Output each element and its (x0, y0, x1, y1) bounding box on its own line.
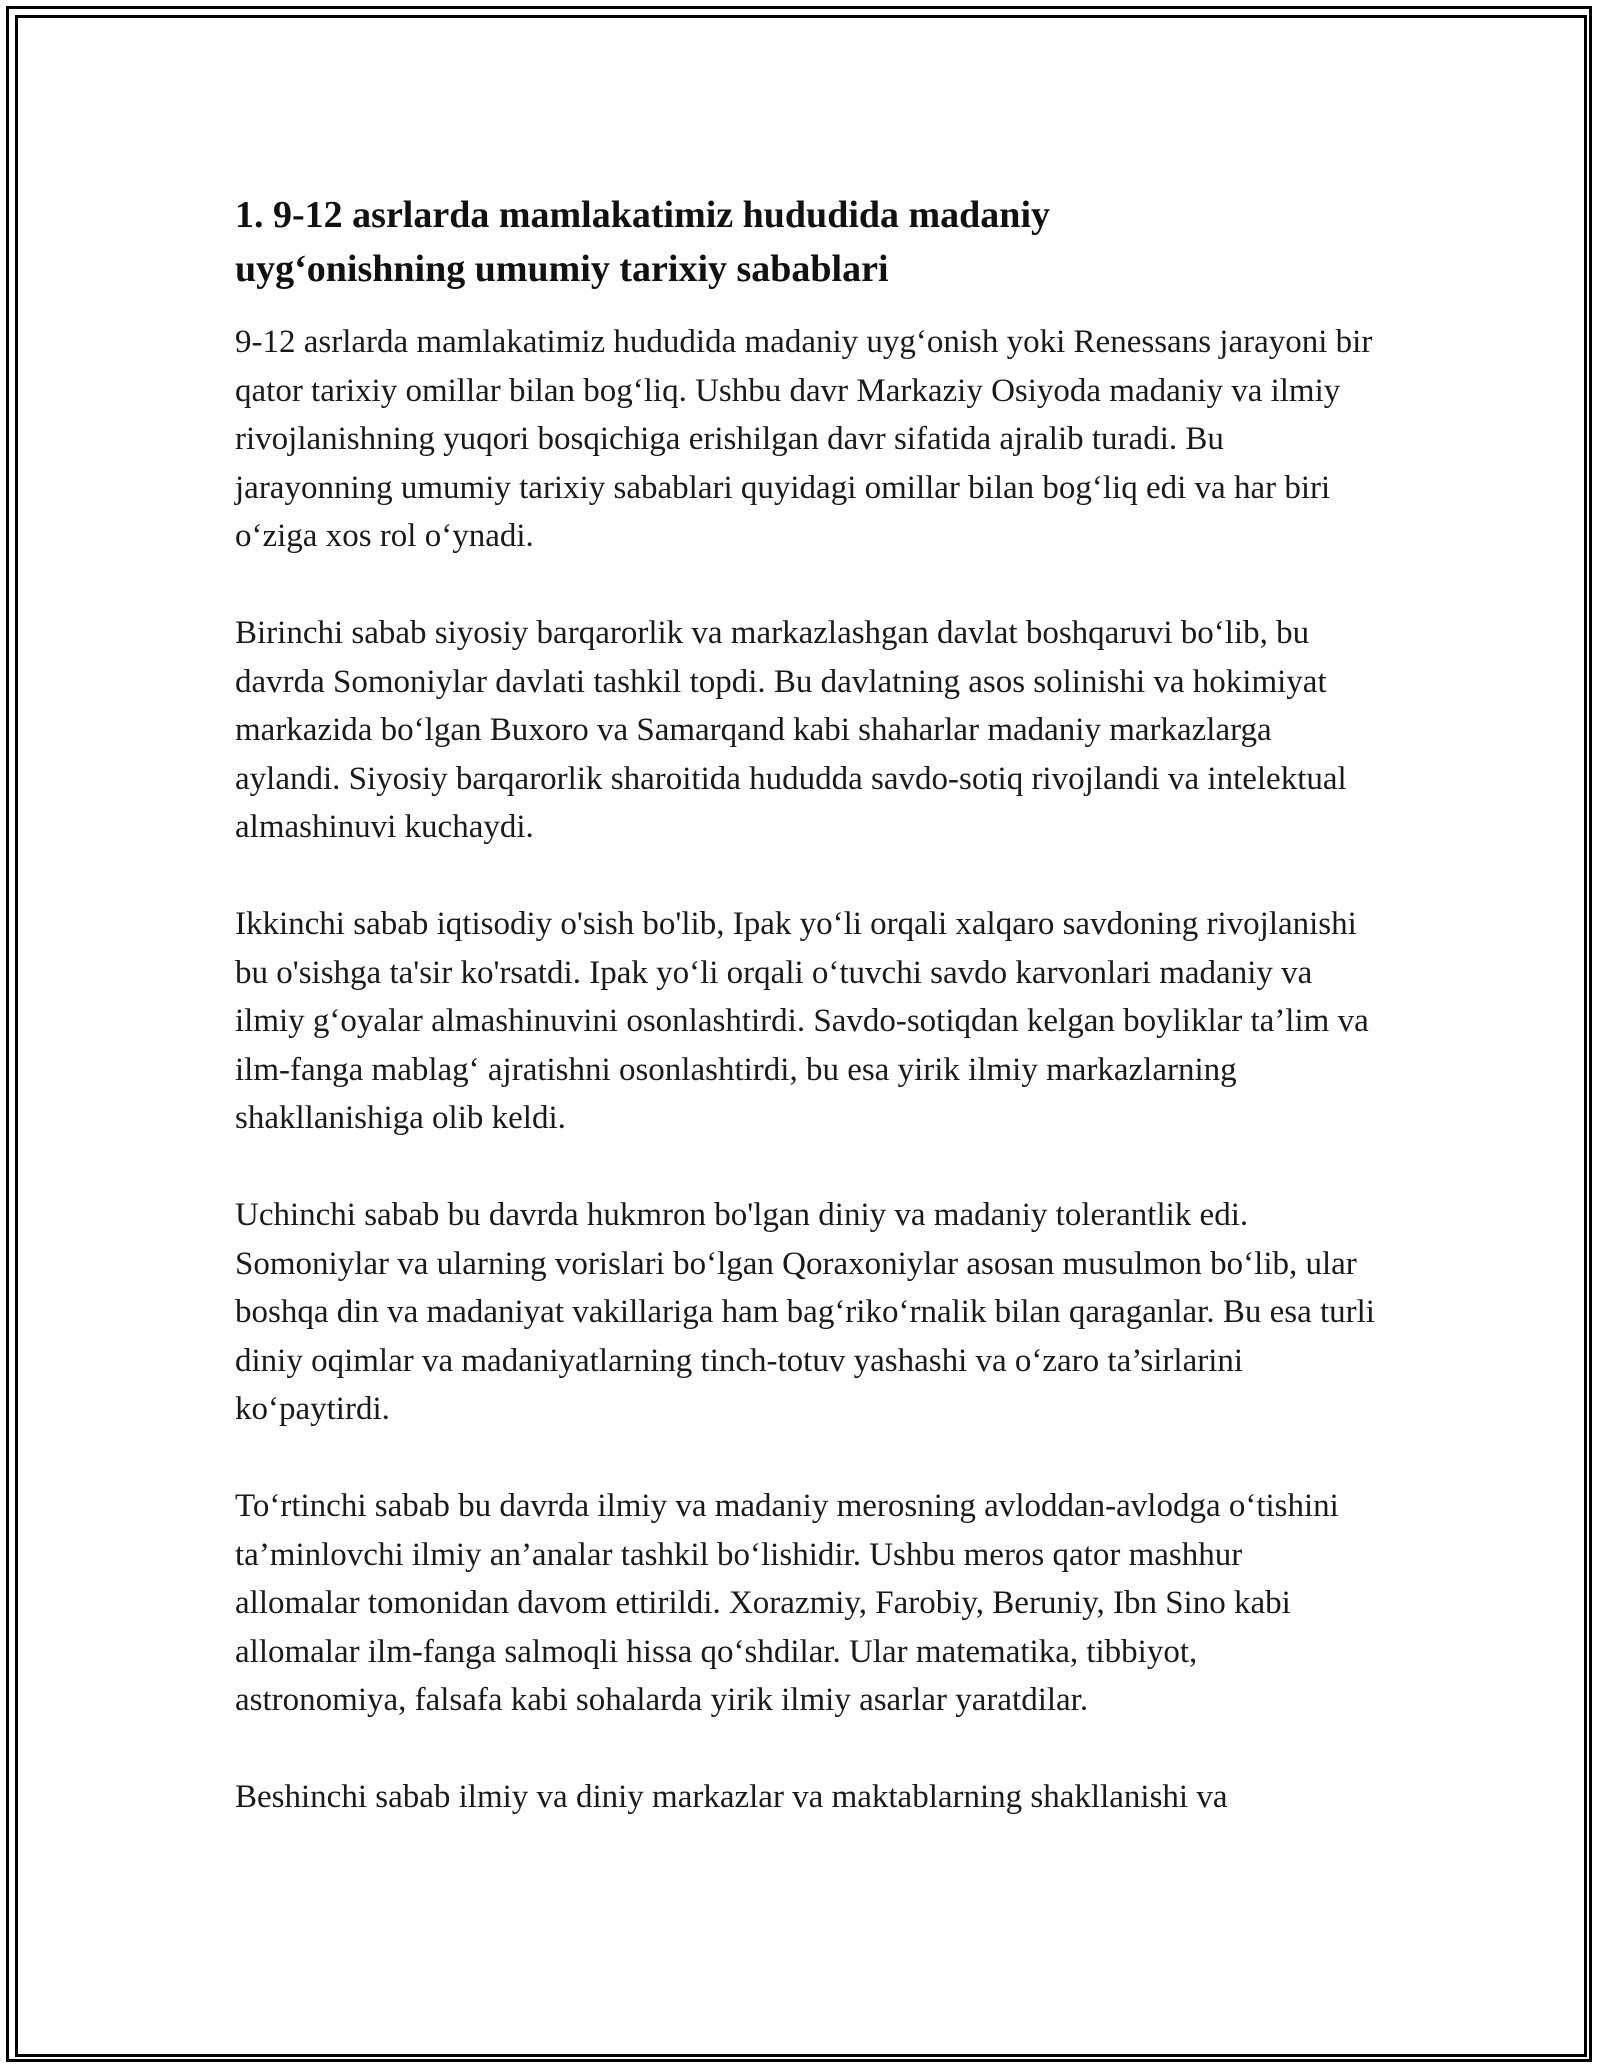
paragraph-first-reason: Birinchi sabab siyosiy barqarorlik va markazlashgan davlat boshqaruvi bo‘lib, bu davrda Somoniylar davlati tashkil topdi. Bu davlatning asos solinishi va hokimiyat markazida bo‘lgan Buxoro va Samarqand kabi shaharlar madaniy markazlarga aylandi. Siyosiy barqarorlik sharoitida hududda savdo-sotiq rivojlandi va intelektual almashinuvi kuchaydi. (235, 615, 1347, 845)
document-title-line-1: 1. 9-12 asrlarda mamlakatimiz hududida madaniy (235, 194, 1050, 236)
paragraph-intro: 9-12 asrlarda mamlakatimiz hududida madaniy uyg‘onish yoki Renessans jarayoni bir qator tarixiy omillar bilan bog‘liq. Ushbu davr Markaziy Osiyoda madaniy va ilmiy rivojlanishning yuqori bosqichiga erishilgan davr sifatida ajralib turadi. Bu jarayonning umumiy tarixiy sabablari quyidagi omillar bilan bog‘liq edi va har biri o‘ziga xos rol o‘ynadi. (235, 324, 1373, 554)
paragraph-fifth-reason: Beshinchi sabab ilmiy va diniy markazlar va maktablarning shakllanishi va (235, 1779, 1228, 1815)
document-title-line-2: uyg‘onishning umumiy tarixiy sabablari (235, 248, 889, 290)
paragraph-fourth-reason: To‘rtinchi sabab bu davrda ilmiy va madaniy merosning avloddan-avlodga o‘tishini ta’minlovchi ilmiy an’analar tashkil bo‘lishidir. Ushbu meros qator mashhur allomalar tomonidan davom ettirildi. Xorazmiy, Farobiy, Beruniy, Ibn Sino kabi allomalar ilm-fanga salmoqli hissa qo‘shdilar. Ular matematika, tibbiyot, astronomiya, falsafa kabi sohalarda yirik ilmiy asarlar yaratdilar. (235, 1488, 1339, 1718)
paragraph-third-reason: Uchinchi sabab bu davrda hukmron bo'lgan diniy va madaniy tolerantlik edi. Somoniylar va ularning vorislari bo‘lgan Qoraxoniylar asosan musulmon bo‘lib, ular boshqa din va madaniyat vakillariga ham bag‘riko‘rnalik bilan qaraganlar. Bu esa turli diniy oqimlar va madaniyatlarning tinch-totuv yashashi va o‘zaro ta’sirlarini ko‘paytirdi. (235, 1197, 1375, 1427)
document-body (235, 188, 1375, 1870)
paragraph-second-reason: Ikkinchi sabab iqtisodiy o'sish bo'lib, Ipak yo‘li orqali xalqaro savdoning rivojlanishi bu o'sishga ta'sir ko'rsatdi. Ipak yo‘li orqali o‘tuvchi savdo karvonlari madaniy va ilmiy g‘oyalar almashinuvini osonlashtirdi. Savdo-sotiqdan kelgan boyliklar ta’lim va ilm-fanga mablag‘ ajratishni osonlashtirdi, bu esa yirik ilmiy markazlarning shakllanishiga olib keldi. (235, 906, 1369, 1136)
document-title (235, 188, 1375, 296)
